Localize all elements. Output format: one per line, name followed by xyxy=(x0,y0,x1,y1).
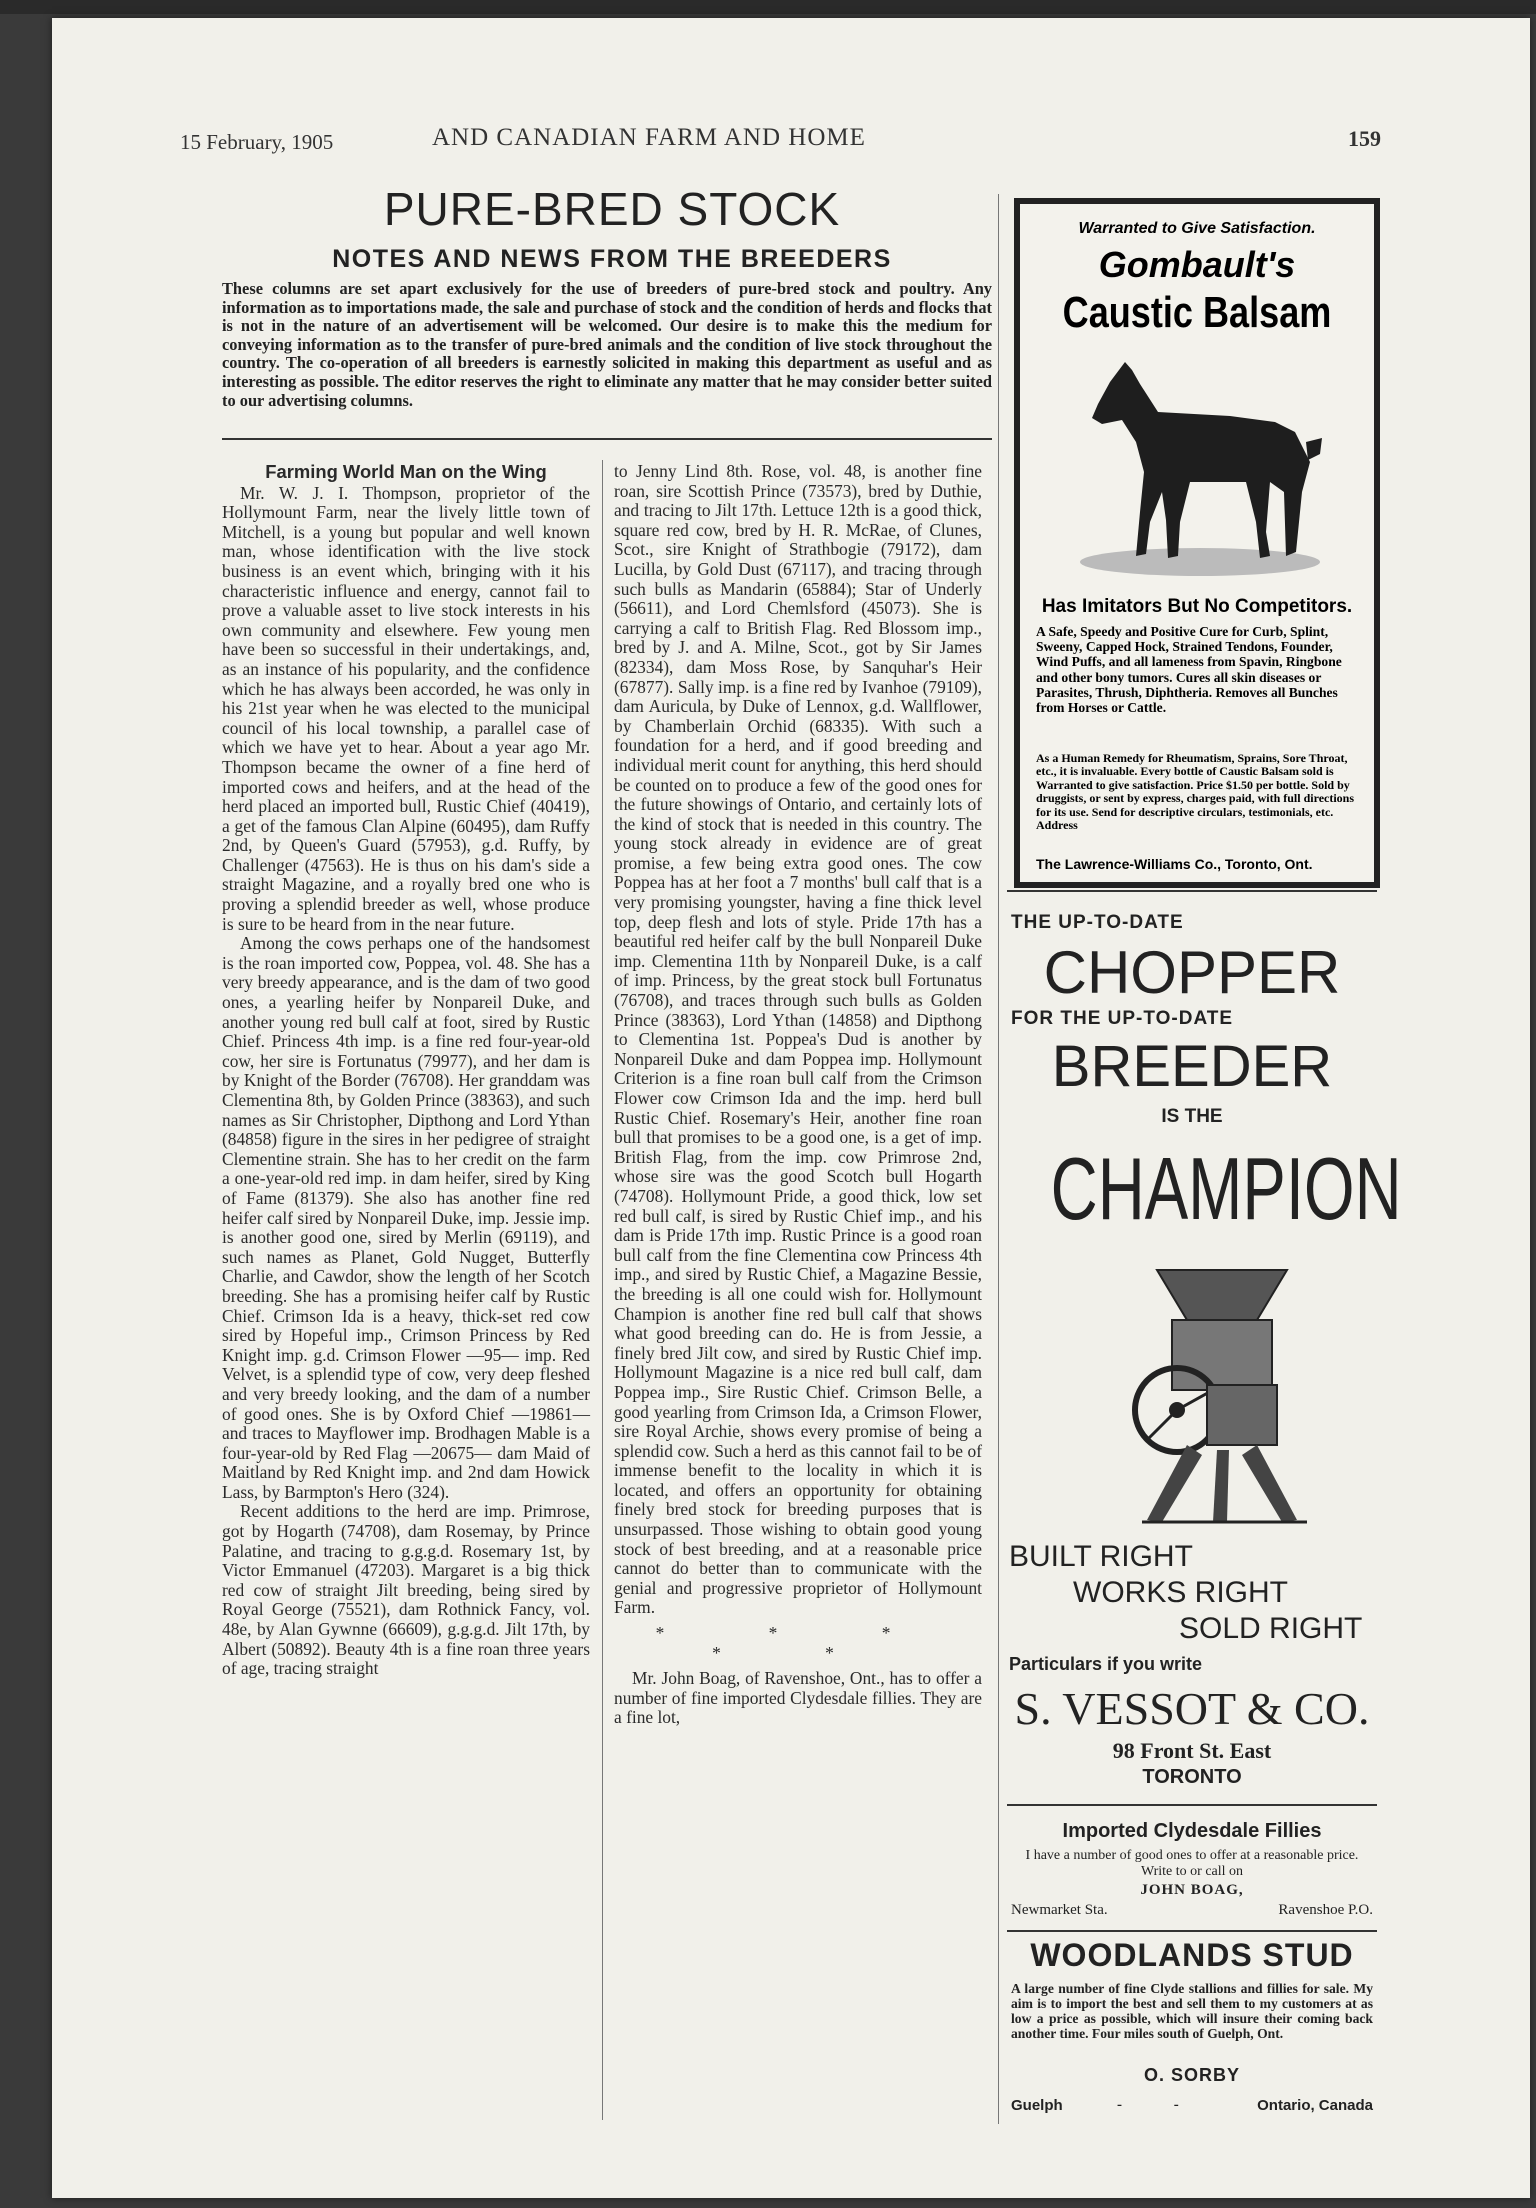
ad-location-left: Newmarket Sta. xyxy=(1011,1902,1108,1918)
ad-brand: Gombault's xyxy=(1098,244,1296,285)
ad-heading: Imported Clydesdale Fillies xyxy=(1062,1820,1322,1842)
header-page-number: 159 xyxy=(1348,126,1381,151)
ad-champion-word: CHAMPION xyxy=(1050,1139,1402,1238)
ad-imitators: Has Imitators But No Competitors. xyxy=(1041,596,1353,617)
ad-name: JOHN BOAG, xyxy=(1140,1882,1244,1898)
section-subtitle: NOTES AND NEWS FROM THE BREEDERS xyxy=(332,245,892,273)
header-date: 15 February, 1905 xyxy=(180,130,334,154)
ad-column-rule xyxy=(998,194,999,2124)
ad-location-right: Ravenshoe P.O. xyxy=(1278,1902,1373,1918)
ad-line: THE UP-TO-DATE xyxy=(1011,912,1184,933)
section-separator: * * * * * xyxy=(655,1623,941,1663)
header-running-title: AND CANADIAN FARM AND HOME xyxy=(432,124,866,151)
article-paragraph: Recent additions to the herd are imp. Primrose, got by Hogarth (74708), dam Rosemay, by Prince Palatine, and tracing to g.g.g.d. Rosemary 1st, by Victor Emmanuel (47203). Margaret is a big thick red cow of straight Jilt breeding, being sired by Royal George (75521), dam Rothnick Fancy, vol. 48e, by Alan Gywnne (66609), g.g.g.d. Jilt 17th, by Albert (50892). Beauty 4th is a fine roan three years of age, tracing straight xyxy=(222,1501,590,1679)
intro-rule xyxy=(222,438,992,440)
chopper-machine-illustration xyxy=(1117,1260,1317,1530)
newspaper-page xyxy=(52,18,1530,2198)
scan-top-border xyxy=(0,0,1536,14)
section-title: PURE-BRED STOCK xyxy=(383,183,841,235)
article-heading: Farming World Man on the Wing xyxy=(265,461,547,482)
ad-line: IS THE xyxy=(1161,1106,1223,1127)
column-rule xyxy=(602,460,603,2120)
ad-heading: WOODLANDS STUD xyxy=(1030,1937,1354,1973)
ad-location-right: Ontario, Canada xyxy=(1257,2097,1373,2114)
ad-line: WORKS RIGHT xyxy=(1073,1576,1288,1609)
ad-line: SOLD RIGHT xyxy=(1179,1612,1363,1645)
ad-dots: - - xyxy=(1117,2097,1203,2113)
horse-illustration xyxy=(1070,342,1330,582)
ad-line: FOR THE UP-TO-DATE xyxy=(1011,1008,1234,1029)
ad-divider xyxy=(1007,1804,1377,1806)
ad-company: S. VESSOT & CO. xyxy=(1014,1683,1370,1734)
ad-cure-text: A Safe, Speedy and Positive Cure for Curb, Splint, Sweeny, Capped Hock, Strained Tendons, Founder, Wind Puffs, and all lameness from Spavin, Ringbone and other bony tumors. Cures all skin diseases or Parasites, Thrush, Diphtheria. Removes all Bunches from Horses or Cattle. xyxy=(1036,624,1342,716)
ad-product: Caustic Balsam xyxy=(1062,288,1332,337)
article-paragraph: to Jenny Lind 8th. Rose, vol. 48, is another fine roan, sire Scottish Prince (73573), bred by Duthie, and tracing to Jilt 17th. Lettuce 12th is a good thick, square red cow, bred by H. R. McRae, of Clunes, Scot., sire Knight of Strathbogie (79172), dam Lucilla, by Gold Dust (67117), and tracing through such bulls as Mandarin (65884); Star of Underly (56611), and Lord Chemlsford (45073). She is carrying a calf to British Flag. Red Blossom imp., bred by J. and A. Milne, Scot., got by Sir James (82334), dam Moss Rose, by Sanquhar's Heir (67877). Sally imp. is a fine red by Ivanhoe (79109), dam Auricula, by Duke of Lennox, g.d. Wallflower, by Chamberlain Orchid (68335). With such a foundation for a herd, and if good breeding and individual merit count for anything, this herd should be counted on to produce a few of the good ones for the future showings of Ontario, and certainly lots of the kind of stock that is needed in this country. The young stock already in evidence are of great promise, a few being extra good ones. The cow Poppea has at her foot a 7 months' bull calf that is a very promising youngster, having a fine thick level top, deep flesh and lots of style. Pride 17th has a beautiful red heifer calf by the bull Nonpareil Duke imp. Clementina 11th by Nonpareil Duke, is a calf of imp. Princess, by the great stock bull Fortunatus (76708), and traces through such bulls as Golden Prince (38363), Lord Ythan (14858) and Dipthong to Clementina 1st. Poppea's Dud is another by Nonpareil Duke and dam Poppea imp. Hollymount Criterion is a fine roan bull calf from the Crimson Flower cow Crimson Ida and the imp. herd bull Rustic Chief. Rosemary's Heir, another fine roan bull that promises to be a good one, is a get of imp. British Flag, from the imp. cow Primrose 2nd, whose sire was the good Scotch bull Hogarth (74708). Hollymount Pride, a good thick, low set red bull calf, is sired by Rustic Chief imp., and his dam is Pride 17th imp. Rustic Prince is a good roan bull calf from the fine Clementina cow Princess 4th imp., and sired by Rustic Chief, a Magazine Bessie, the breeding is all one could wish for. Hollymount Champion is another fine red bull calf that shows what good breeding can do. He is from Jessie, a finely bred Jilt cow, and sired by Rustic Chief imp. Hollymount Magazine is a nice red bull calf, dam Poppea imp., Sire Rustic Chief. Crimson Belle, a good yearling from Crimson Ida, a Crimson Flower, sire Royal Archie, shows every promise of being a splendid cow. Such a herd as this cannot fail to be of immense benefit to the locality in which it is located, and offers an opportunity for obtaining finely bred stock for breeding purposes that is unsurpassed. Those wishing to obtain good young stock of best breeding, and at a reasonable price cannot do better than to communicate with the genial and progressive proprietor of Hollymount Farm. xyxy=(614,461,982,1618)
ad-city: TORONTO xyxy=(1142,1766,1242,1788)
ad-chopper-word: CHOPPER xyxy=(1043,939,1341,1006)
ad-address: 98 Front St. East xyxy=(1112,1738,1272,1763)
ad-breeder-word: BREEDER xyxy=(1051,1034,1333,1099)
article-paragraph: Mr. John Boag, of Ravenshoe, Ont., has to offer a number of fine imported Clydesdale fillies. They are a fine lot, xyxy=(614,1668,982,1728)
ad-company: The Lawrence-Williams Co., Toronto, Ont. xyxy=(1036,856,1313,872)
article-column-2 xyxy=(614,462,982,1728)
article-paragraph: Among the cows perhaps one of the handsomest is the roan imported cow, Poppea, vol. 48. She has a very breedy appearance, and is the dam of two good ones, a yearling heifer by Nonpareil Duke, and another young red bull calf at foot, sired by Rustic Chief. Princess 4th imp. is a fine red four-year-old cow, her sire is Fortunatus (79977), and her dam is by Knight of the Border (76708). Her granddam was Clementina 8th, by Golden Prince (38363), and such names as Sir Christopher, Dipthong and Lord Ythan (84858) figure in the sires in her pedigree of straight Clementine strain. She has to her credit on the farm a one-year-old red imp. in dam heifer, sired by King of Fame (81379). She also has another fine red heifer calf sired by Nonpareil Duke, imp. Jessie imp. is another good one, sired by Merlin (69119), and such names as Planet, Gold Nugget, Butterfly Charlie, and Cawdor, show the length of her Scotch breeding. She has a promising heifer calf by Rustic Chief. Crimson Ida is a heavy, thick-set red cow sired by Hopeful imp., Crimson Princess by Red Knight imp. g.d. Crimson Flower —95— imp. Red Velvet, is a splendid type of cow, very deep fleshed and very breedy looking, and the dam of a number of good ones. She is by Oxford Chief —19861— and traces to Mayflower imp. Brodhagen Mable is a four-year-old by Red Flag —20675— dam Maid of Maitland by Red Knight imp. and 2nd dam Howick Lass, by Barmpton's Hero (324). xyxy=(222,933,590,1502)
ad-line: BUILT RIGHT xyxy=(1009,1540,1193,1573)
ad-divider xyxy=(1007,890,1377,892)
ad-name: O. SORBY xyxy=(1143,2065,1240,2085)
ad-chopper xyxy=(1007,898,1402,1848)
section-intro: These columns are set apart exclusively for the use of breeders of pure-bred stock and poultry. Any information as to importations made, the sale and purchase of stock and the condition of herds and flocks that is not in the nature of an advertisement will be welcomed. Our desire is to make this the medium for conveying information as to the transfer of pure-bred animals and the condition of live stock throughout the country. The co-operation of all breeders is earnestly solicited in making this department as useful and as interesting as possible. The editor reserves the right to eliminate any matter that he may consider better suited to our advertising columns. xyxy=(222,279,992,410)
ad-body: A large number of fine Clyde stallions and fillies for sale. My aim is to import the best and sell them to my customers at as low a price as possible, which will insure their coming back another time. Four miles south of Guelph, Ont. xyxy=(1011,1981,1373,2041)
ad-human-remedy-text: As a Human Remedy for Rheumatism, Sprains, Sore Throat, etc., it is invaluable. Every bottle of Caustic Balsam sold is Warranted to give satisfaction. Price $1.50 per bottle. Sold by druggists, or sent by express, charges paid, with full directions for its use. Send for descriptive circulars, testimonials, etc. Address xyxy=(1036,751,1355,833)
ad-location-left: Guelph xyxy=(1011,2097,1063,2114)
ad-body: I have a number of good ones to offer at a reasonable price. Write to or call on xyxy=(1025,1848,1359,1879)
ad-line: Particulars if you write xyxy=(1009,1654,1203,1674)
article-paragraph: Mr. W. J. I. Thompson, proprietor of the Hollymount Farm, near the lively little town of Mitchell, is a young but popular and well known man, whose identification with the live stock business is an event which, bringing with it his characteristic influence and energy, cannot fail to prove a valuable asset to live stock interests in his own community and elsewhere. Few young men have been so successful in their undertakings, and, as an instance of his popularity, and the confidence which he has always been accorded, he was only in his 21st year when he was elected to the municipal council of his local township, a parallel case of which we have yet to hear. About a year ago Mr. Thompson became the owner of a fine herd of imported cows and heifers, and at the head of the herd placed an imported bull, Rustic Chief (40419), a get of the famous Clan Alpine (60495), dam Ruffy 2nd, by Queen's Guard (57953), g.d. Ruffy, by Challenger (47563). He is thus on his dam's side a straight Magazine, and a royally bred one who is proving a splendid breeder as well, whose produce is sure to be heard from in the near future. xyxy=(222,482,590,934)
ad-divider xyxy=(1007,1930,1377,1932)
ad-caustic-balsam xyxy=(1014,198,1380,888)
ad-slogan: Warranted to Give Satisfaction. xyxy=(1078,220,1316,237)
article-column-1 xyxy=(222,462,590,1679)
